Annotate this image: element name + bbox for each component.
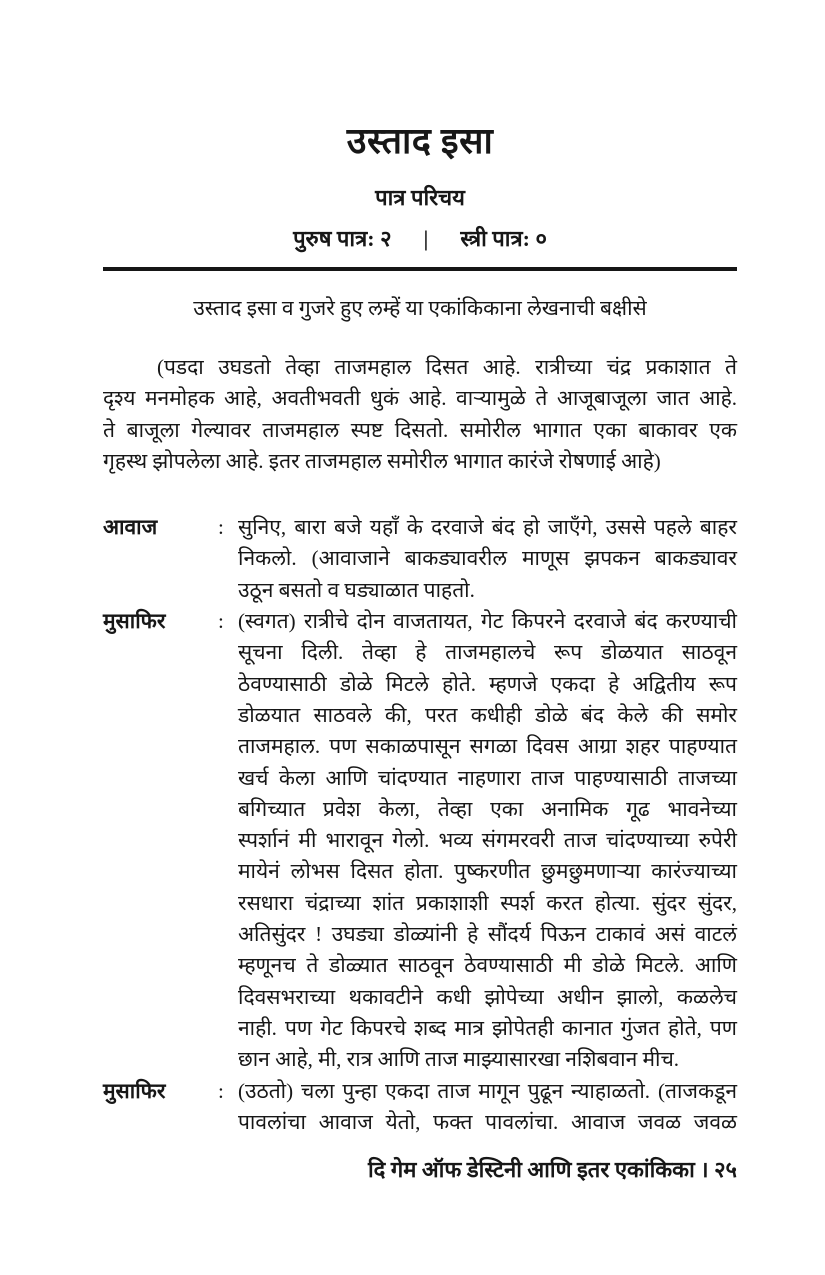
male-cast-count: पुरुष पात्र: २ [293, 226, 392, 251]
stage-direction-line: गृहस्थ झोपलेला आहे. इतर ताजमहाल समोरील भागात कारंजे रोषणाई आहे) [103, 448, 661, 473]
dialogue-line: छान आहे, मी, रात्र आणि ताज माझ्यासारखा नशिबवान मीच. [238, 1047, 680, 1072]
speaker-name: मुसाफिर [103, 1078, 166, 1103]
stage-direction-line: ते बाजूला गेल्यावर ताजमहाल स्पष्ट दिसतो. समोरील भागात एका बाकावर एक [103, 417, 737, 442]
dialogue-line: अतिसुंदर ! उघड्या डोळ्यांनी हे सौंदर्य पिऊन टाकावं असं वाटलं [238, 922, 737, 947]
dialogue-entry [103, 1076, 737, 1139]
dialogue-line: ताजमहाल. पण सकाळपासून सगळा दिवस आग्रा शहर पाहण्यात [238, 734, 737, 759]
dialogue-line: म्हणूनच ते डोळ्यात साठवून ठेवण्यासाठी मी डोळे मिटले. आणि [238, 953, 737, 978]
dialogue-text [238, 606, 737, 1075]
dialogue-line: पावलांचा आवाज येतो, फक्त पावलांचा. आवाज जवळ जवळ [238, 1109, 737, 1134]
stage-direction-line: दृश्य मनमोहक आहे, अवतीभवती धुकं आहे. वाऱ्यामुळे ते आजूबाजूला जात आहे. [103, 386, 737, 411]
dialogue-entry [103, 512, 737, 606]
dialogue-text [238, 1076, 737, 1139]
dialogue-line: रसधारा चंद्राच्या शांत प्रकाशाशी स्पर्श करत होत्या. सुंदर सुंदर, [238, 890, 737, 915]
speaker-name: आवाज [103, 515, 158, 540]
dialogue-line: मायेनं लोभस दिसत होता. पुष्करणीत छुमछुमणाऱ्या कारंज्याच्या [238, 859, 737, 884]
speaker-colon: : [218, 515, 224, 540]
speaker-name: मुसाफिर [103, 609, 166, 634]
dialogue-line: सुनिए, बारा बजे यहाँ के दरवाजे बंद हो जाएँगे, उससे पहले बाहर [238, 515, 737, 540]
page-content [103, 0, 737, 1138]
female-cast-count: स्त्री पात्र: ० [460, 226, 547, 251]
stage-direction-line: (पडदा उघडतो तेव्हा ताजमहाल दिसत आहे. रात्रीच्या चंद्र प्रकाशात ते [157, 355, 737, 379]
dialogue-section [103, 512, 737, 1138]
dialogue-line: सूचना दिली. तेव्हा हे ताजमहालचे रूप डोळयात साठवून [238, 640, 737, 665]
dialogue-line: खर्च केला आणि चांदण्यात नाहणारा ताज पाहण्यासाठी ताजच्या [238, 765, 737, 790]
dialogue-line: स्पर्शानं मी भारावून गेलो. भव्य संगमरवरी ताज चांदण्याच्या रुपेरी [238, 828, 737, 853]
section-rule [103, 267, 737, 271]
dialogue-line: नाही. पण गेट किपरचे शब्द मात्र झोपेतही कानात गुंजत होते, पण [238, 1015, 737, 1040]
cast-count-line [103, 224, 737, 253]
dialogue-line: बगिच्यात प्रवेश केला, तेव्हा एका अनामिक गूढ भावनेच्या [238, 796, 737, 821]
cast-intro-heading: पात्र परिचय [375, 185, 465, 210]
dialogue-line: (स्वगत) रात्रीचे दोन वाजतायत, गेट किपरने दरवाजे बंद करण्याची [238, 609, 737, 634]
dialogue-line: दिवसभराच्या थकावटीने कधी झोपेच्या अधीन झालो, कळलेच [238, 984, 737, 1009]
cast-separator: | [423, 226, 429, 251]
dialogue-line: (उठतो) चला पुन्हा एकदा ताज मागून पुढून न्याहाळतो. (ताजकडून [238, 1078, 737, 1103]
speaker-colon: : [218, 1078, 224, 1103]
dialogue-line: निकलो. (आवाजाने बाकड्यावरील माणूस झपकन बाकड्यावर [238, 546, 737, 571]
stage-direction [103, 352, 737, 477]
play-title: उस्ताद इसा [346, 121, 494, 161]
dialogue-line: डोळयात साठवले की, परत कधीही डोळे बंद केले की समोर [238, 702, 737, 727]
dialogue-line: उठून बसतो व घड्याळात पाहतो. [238, 577, 475, 602]
dialogue-entry [103, 606, 737, 1075]
dialogue-text [238, 512, 737, 606]
dedication-line: उस्ताद इसा व गुजरे हुए लम्हें या एकांकिकाना लेखनाची बक्षीसे [193, 296, 647, 320]
dialogue-line: ठेवण्यासाठी डोळे मिटले होते. म्हणजे एकदा हे अद्वितीय रूप [238, 671, 737, 696]
speaker-colon: : [218, 609, 224, 634]
page-footer: दि गेम ऑफ डेस्टिनी आणि इतर एकांकिका । २५ [367, 1157, 737, 1182]
